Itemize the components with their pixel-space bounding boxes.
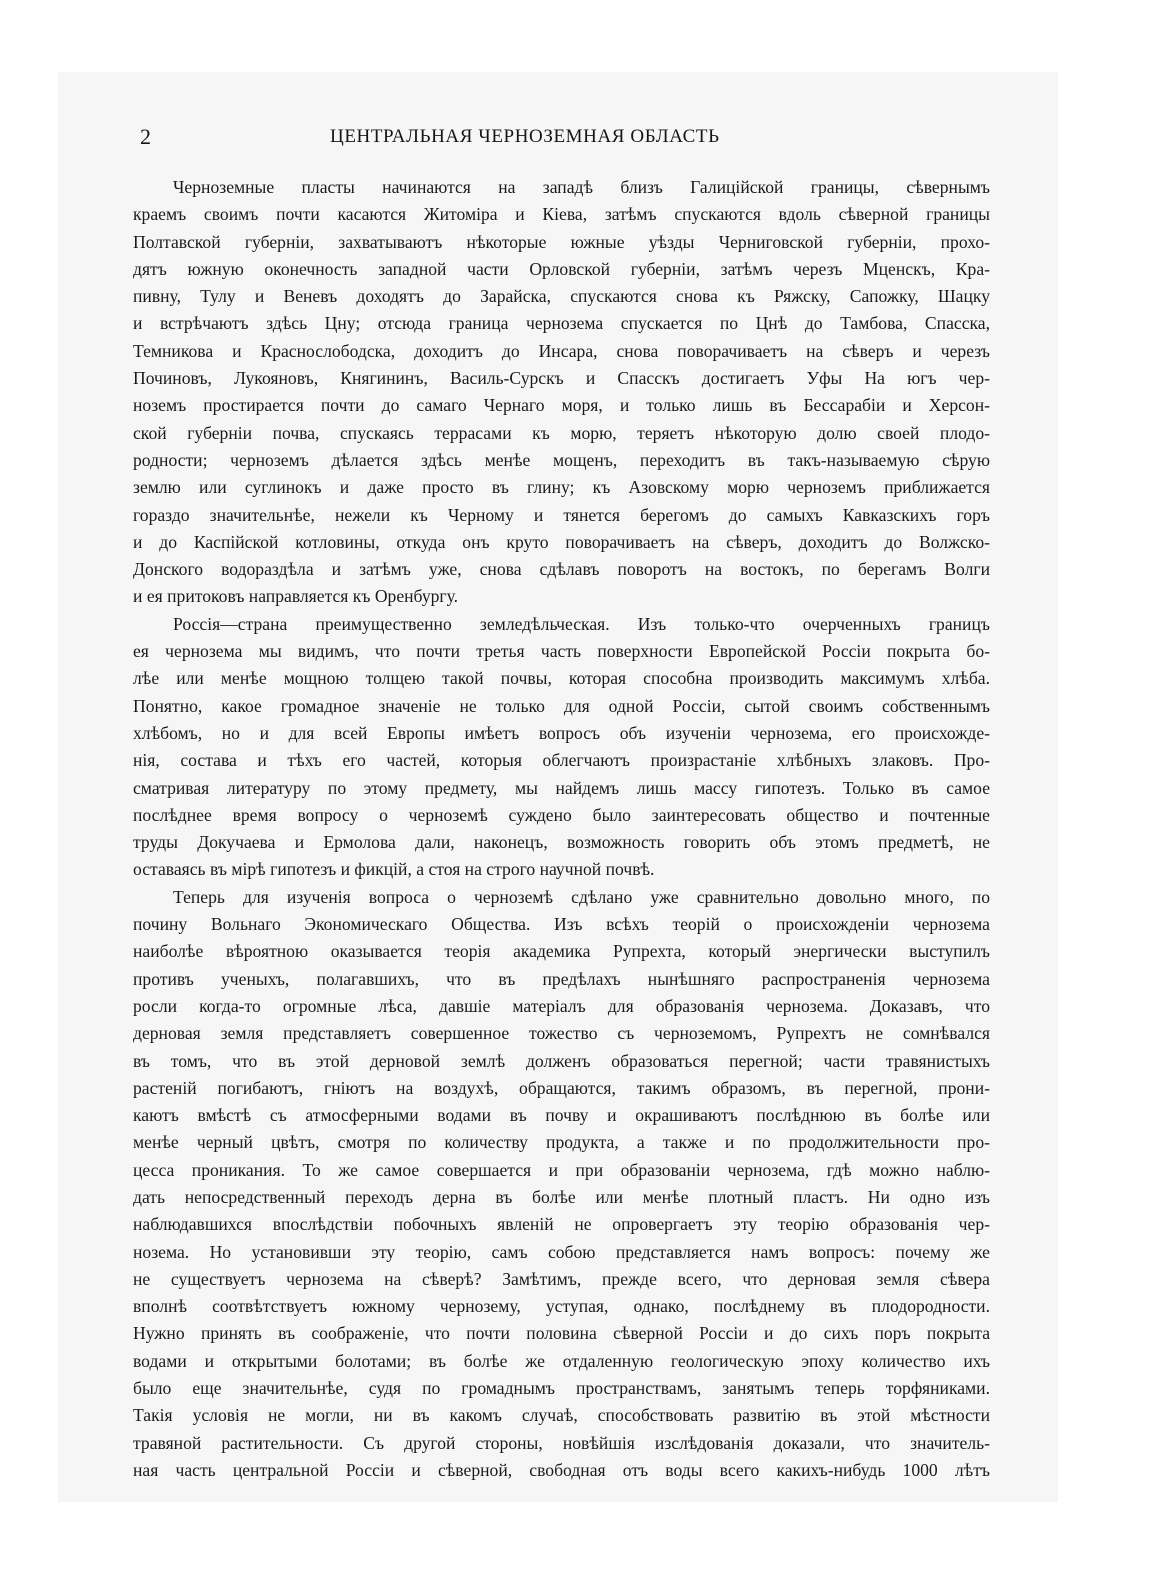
text-line: росли когда-то огромные лѣса, давшiе матерiалъ для образованiя чернозема. Доказавъ, что [133,995,990,1016]
paragraph [133,884,990,1485]
text-line: и до Каспiйской котловины, откуда онъ круто поворачиваетъ на сѣверъ, доходитъ до Волжско- [133,531,990,552]
text-line: труды Докучаева и Ермолова дали, наконецъ, возможность говорить объ этомъ предметѣ, не [133,832,990,853]
text-line: хлѣбомъ, но и для всей Европы имѣетъ вопросъ объ изученiи чернозема, его происхожде- [133,722,990,743]
text-line: лѣе или менѣе мощною толщею такой почвы, которая способна производить максимумъ хлѣба. [133,668,990,689]
text-line: Россiя—страна преимущественно земледѣльческая. Изъ только-что очерченныхъ границъ [173,613,990,634]
text-line: ноземъ простирается почти до самаго Чернаго моря, и только лишь въ Бессарабiи и Херсон- [133,395,990,416]
body-text [133,174,990,1484]
running-title: ЦЕНТРАЛЬНАЯ ЧЕРНОЗЕМНАЯ ОБЛАСТЬ [330,126,720,147]
text-line: родности; черноземъ дѣлается здѣсь менѣе мощенъ, переходитъ въ такъ-называемую сѣрую [133,449,990,470]
text-line: послѣднее время вопросу о черноземѣ суждено было заинтересовать общество и почтенные [133,804,990,825]
text-line: землю или суглинокъ и даже просто въ глину; къ Азовскому морю черноземъ приближается [133,477,990,498]
text-line: было еще значительнѣе, судя по громаднымъ пространствамъ, занятымъ теперь торфяниками. [133,1378,990,1399]
text-line: Теперь для изученiя вопроса о черноземѣ сдѣлано уже сравнительно довольно много, по [173,886,990,907]
text-line: пивну, Тулу и Веневъ доходятъ до Зарайска, спускаются снова къ Ряжску, Сапожку, Шацку [133,286,990,307]
text-line: наиболѣе вѣроятною оказывается теорiя академика Рупрехта, который энергически выступилъ [133,941,990,962]
page-header [140,124,1000,154]
text-line: не существуетъ чернозема на сѣверѣ? Замѣтимъ, прежде всего, что дерновая земля сѣвера [133,1268,990,1289]
text-line: каютъ вмѣстѣ съ атмосферными водами въ почву и окрашиваютъ послѣднюю въ болѣе или [133,1105,990,1126]
text-line: цесса проникания. То же самое совершается и при образованiи чернозема, гдѣ можно наблю- [133,1159,990,1180]
text-line: Темникова и Краснослободска, доходитъ до Инсара, снова поворачиваетъ на сѣверъ и черезъ [133,340,990,361]
text-line: дерновая земля представляетъ совершенное тожество съ черноземомъ, Рупрехтъ не сомнѣвался [133,1023,990,1044]
text-line: водами и открытыми болотами; въ болѣе же отдаленную геологическую эпоху количество ихъ [133,1350,990,1371]
text-line: дятъ южную оконечность западной части Орловской губернiи, затѣмъ черезъ Мценскъ, Кра- [133,258,990,279]
text-line: сматривая литературу по этому предмету, мы найдемъ лишь массу гипотезъ. Только въ самое [133,777,990,798]
paragraph [133,611,990,884]
text-line: оставаясь въ мiрѣ гипотезъ и фикцiй, а стоя на строго научной почвѣ. [133,859,655,880]
paragraph [133,174,990,611]
text-line: и встрѣчаютъ здѣсь Цну; отсюда граница чернозема спускается по Цнѣ до Тамбова, Спасска, [133,313,990,334]
text-line: Черноземные пласты начинаются на западѣ близъ Галицiйской границы, сѣвернымъ [173,177,990,197]
text-line: и ея притоковъ направляется къ Оренбургу. [133,586,459,607]
text-line: почину Вольнаго Экономическаго Общества. Изъ всѣхъ теорiй о происхожденiи чернозема [133,914,990,935]
text-line: краемъ своимъ почти касаются Житомiра и Кiева, затѣмъ спускаются вдоль сѣверной границы [133,204,990,225]
text-line: ской губернiи почва, спускаясь террасами къ морю, теряетъ нѣкоторую долю своей плодо- [133,422,990,443]
text-line: вполнѣ соотвѣтствуетъ южному чернозему, уступая, однако, послѣднему въ плодородности. [133,1296,990,1317]
text-line: наблюдавшихся впослѣдствiи побочныхъ явленiй не опровергаетъ эту теорiю образованiя чер- [133,1214,990,1235]
text-line: нозема. Но установивши эту теорiю, самъ собою представляется намъ вопросъ: почему же [133,1241,990,1262]
text-line: растенiй погибаютъ, гнiютъ на воздухѣ, обращаются, такимъ образомъ, въ перегной, прони- [133,1077,990,1098]
text-line: Полтавской губернiи, захватываютъ нѣкоторые южные уѣзды Черниговской губернiи, прохо- [133,231,990,252]
page-number: 2 [140,124,151,149]
text-line: противъ ученыхъ, полагавшихъ, что въ предѣлахъ нынѣшняго распространенiя чернозема [133,968,990,989]
text-line: нiя, состава и тѣхъ его частей, которыя облегчаютъ произрастанiе хлѣбныхъ злаковъ. Про- [133,750,990,771]
text-line: ея чернозема мы видимъ, что почти третья часть поверхности Европейской Россiи покрыта бо- [133,641,990,662]
text-line: ная часть центральной Россiи и сѣверной, свободная отъ воды всего какихъ-нибудь 1000 лѣтъ [133,1459,990,1480]
text-line: Такiя условiя не могли, ни въ какомъ случаѣ, способствовать развитiю въ этой мѣстности [133,1405,990,1426]
text-line: Донского водораздѣла и затѣмъ уже, снова сдѣлавъ поворотъ на востокъ, по берегамъ Волги [133,559,990,580]
text-line: гораздо значительнѣе, нежели къ Черному и тянется берегомъ до самыхъ Кавказскихъ горъ [133,504,990,525]
text-line: Нужно принять въ соображенiе, что почти половина сѣверной Россiи и до сихъ поръ покрыта [133,1323,990,1344]
text-line: травяной растительности. Съ другой стороны, новѣйшiя изслѣдованiя доказали, что значитель- [133,1432,990,1453]
text-line: менѣе черный цвѣтъ, смотря по количеству продукта, а также и по продолжительности про- [133,1132,990,1153]
text-line: Понятно, какое громадное значенiе не только для одной Россiи, сытой своимъ собственнымъ [133,695,990,716]
text-line: въ томъ, что въ этой дерновой землѣ долженъ образоваться перегной; части травянистыхъ [133,1050,990,1071]
text-line: Починовъ, Лукояновъ, Княгининъ, Василь-Сурскъ и Спасскъ достигаетъ Уфы На югъ чер- [133,368,990,389]
text-line: дать непосредственный переходъ дерна въ болѣе или менѣе плотный пластъ. Ни одно изъ [133,1186,990,1207]
